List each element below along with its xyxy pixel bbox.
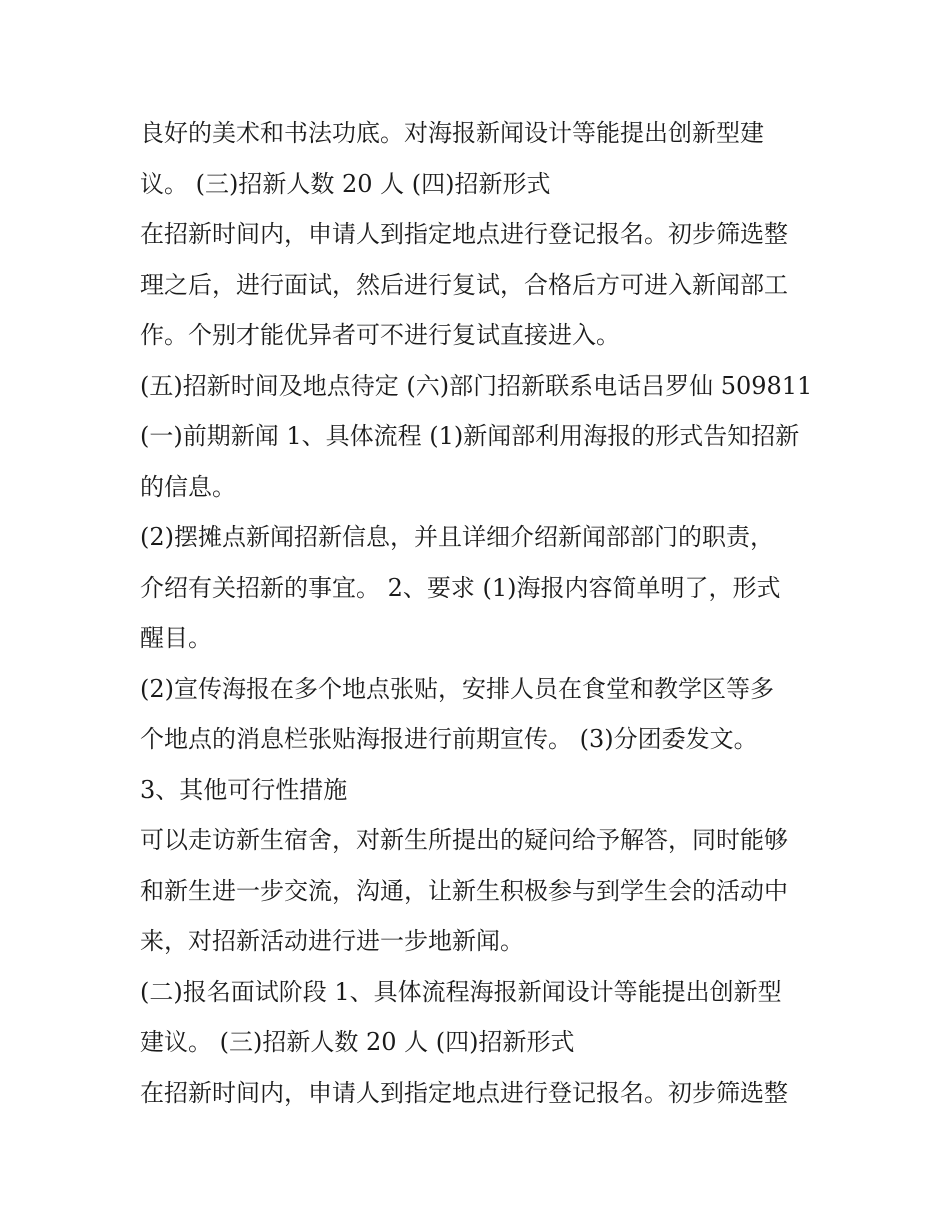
body-text <box>140 108 820 1118</box>
text-line: 介绍有关招新的事宜。 2、要求 (1)海报内容简单明了，形式 <box>140 573 781 602</box>
text-line: (五)招新时间及地点待定 (六)部门招新联系电话吕罗仙 509811 <box>140 371 813 400</box>
text-line: (二)报名面试阶段 1、具体流程海报新闻设计等能提出创新型 <box>140 977 782 1006</box>
text-line: 的信息。 <box>140 472 236 501</box>
text-line: 个地点的消息栏张贴海报进行前期宣传。 (3)分团委发文。 <box>140 725 758 753</box>
text-line: 作。个别才能优异者可不进行复试直接进入。 <box>140 321 620 349</box>
text-line: 可以走访新生宿舍，对新生所提出的疑问给予解答，同时能够 <box>140 826 788 854</box>
text-line: 在招新时间内，申请人到指定地点进行登记报名。初步筛选整 <box>140 220 788 248</box>
text-line: 和新生进一步交流，沟通，让新生积极参与到学生会的活动中 <box>140 876 788 905</box>
text-line: 良好的美术和书法功底。对海报新闻设计等能提出创新型建 <box>140 119 764 147</box>
text-line: 3、其他可行性措施 <box>140 775 348 804</box>
text-line: 在招新时间内，申请人到指定地点进行登记报名。初步筛选整 <box>140 1078 788 1107</box>
text-line: (一)前期新闻 1、具体流程 (1)新闻部利用海报的形式告知招新 <box>140 422 800 450</box>
text-line: 建议。 (三)招新人数 20 人 (四)招新形式 <box>140 1028 575 1056</box>
text-line: (2)宣传海报在多个地点张贴，安排人员在食堂和教学区等多 <box>140 674 774 703</box>
text-line: 理之后，进行面试，然后进行复试，合格后方可进入新闻部工 <box>140 270 788 299</box>
text-line: (2)摆摊点新闻招新信息，并且详细介绍新闻部部门的职责， <box>140 523 774 551</box>
text-line: 醒目。 <box>140 624 212 652</box>
text-line: 来，对招新活动进行进一步地新闻。 <box>140 927 524 955</box>
text-line: 议。 (三)招新人数 20 人 (四)招新形式 <box>140 169 551 198</box>
